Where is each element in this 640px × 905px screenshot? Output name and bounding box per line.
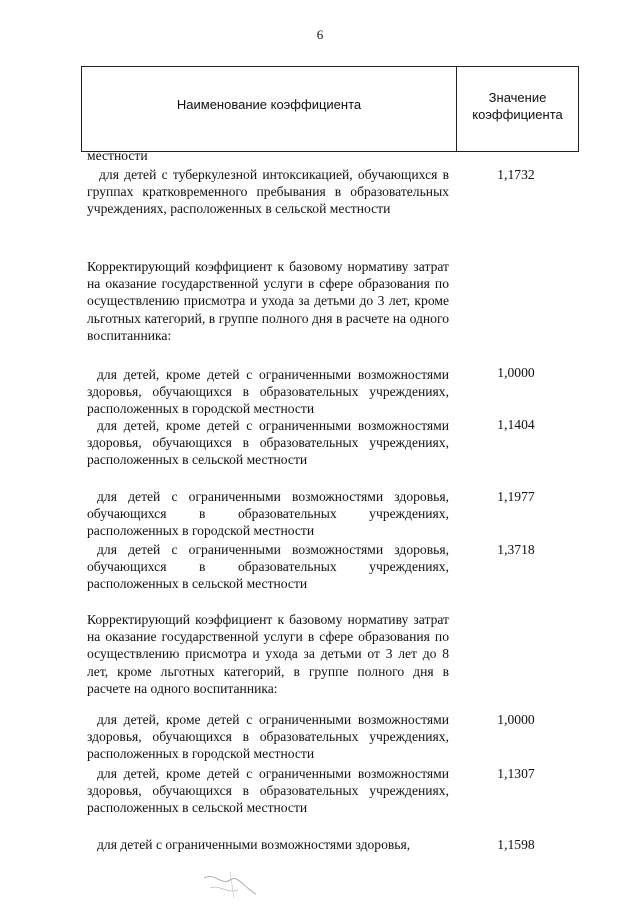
row-text: Корректирующий коэффициент к базовому нормативу затрат на оказание государственной услуги в сфере образования по осуществлению присмотра и ухода за детьми до 3 лет, кроме льготных категорий, в группе полного дня в расчете на одного воспитанника: [87,259,449,343]
page-number: 6 [316,27,324,42]
table-row [87,765,449,817]
row-value: 1,1307 [497,766,535,781]
table-row [87,147,449,164]
row-text: для детей с ограниченными возможностями здоровья, обучающихся в образовательных учреждениях, расположенных в сельской местности [87,542,449,592]
signature-scribble [200,868,260,902]
section-heading [87,258,449,344]
table-row [87,711,449,763]
row-value: 1,1977 [497,489,535,504]
table-row [87,541,449,593]
header-value-line1: Значение [488,90,547,105]
row-value: 1,1732 [497,167,535,182]
table-row [87,366,449,418]
table-row [87,488,449,540]
header-coefficient-value [457,89,578,123]
section-heading [87,611,449,697]
row-value: 1,0000 [497,712,535,727]
row-text: для детей с ограниченными возможностями здоровья, [97,837,411,852]
row-text: местности [87,148,148,163]
row-text: для детей с ограниченными возможностями здоровья, обучающихся в образовательных учреждениях, расположенных в городской местности [87,489,449,539]
table-row [87,417,449,469]
row-text: Корректирующий коэффициент к базовому нормативу затрат на оказание государственной услуги в сфере образования по осуществлению присмотра и ухода за детьми от 3 лет до 8 лет, кроме льготных категорий, в группе полного дня в расчете на одного воспитанника: [87,612,449,696]
row-value: 1,1598 [497,837,535,852]
row-text: для детей, кроме детей с ограниченными возможностями здоровья, обучающихся в образовательных учреждениях, расположенных в сельской местности [87,766,449,816]
row-text: для детей с туберкулезной интоксикацией, обучающихся в группах кратковременного пребывания в образовательных учреждениях, расположенных в сельской местности [87,167,449,217]
row-value: 1,0000 [497,365,535,380]
row-value: 1,3718 [497,542,535,557]
row-text: для детей, кроме детей с ограниченными возможностями здоровья, обучающихся в образовательных учреждениях, расположенных в сельской местности [87,418,449,468]
row-text: для детей, кроме детей с ограниченными возможностями здоровья, обучающихся в образовательных учреждениях, расположенных в городской местности [87,712,449,762]
header-value-line2: коэффициента [472,107,563,122]
row-text: для детей, кроме детей с ограниченными возможностями здоровья, обучающихся в образовательных учреждениях, расположенных в городской местности [87,367,449,417]
table-row [87,836,449,853]
table-row [87,166,449,218]
header-coefficient-name: Наименование коэффициента [176,97,362,112]
table-header [81,66,579,152]
row-value: 1,1404 [497,417,535,432]
